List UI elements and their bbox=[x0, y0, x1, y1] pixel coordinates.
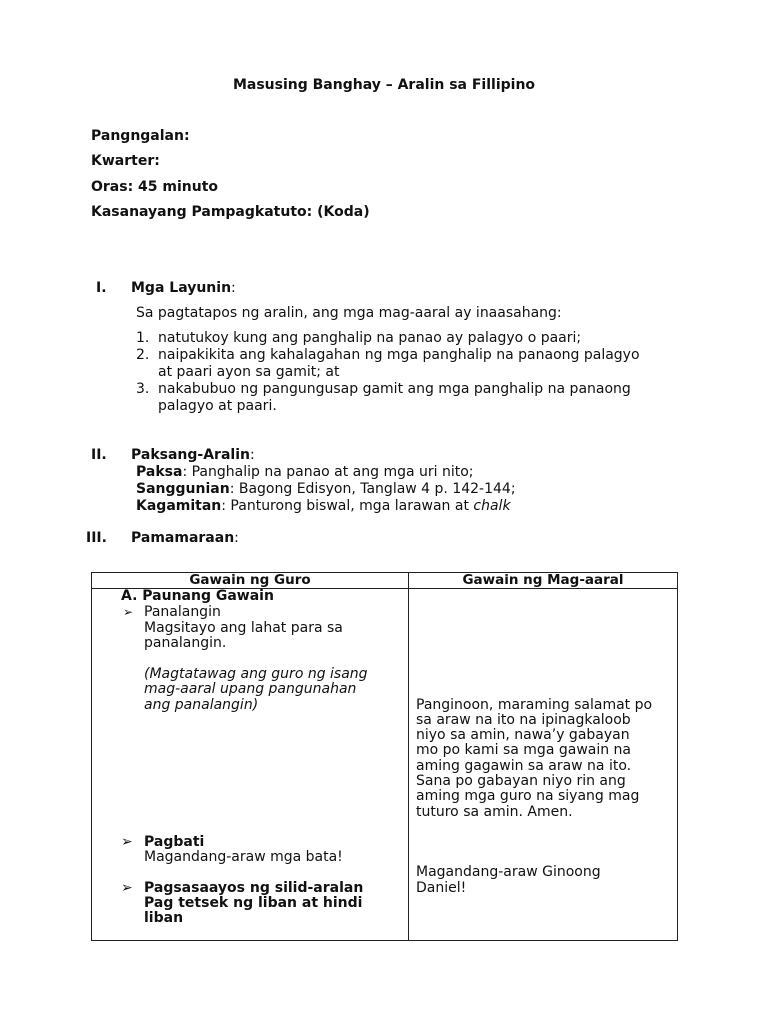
sanggunian-label: Sanggunian bbox=[136, 481, 230, 497]
oras-label: Oras: 45 minuto bbox=[91, 179, 219, 195]
objective-3-text-line2: palagyo at paari. bbox=[158, 398, 277, 414]
table-row bbox=[92, 589, 678, 941]
magsitayo-line2: panalangin. bbox=[144, 635, 227, 651]
kagamitan-row bbox=[136, 498, 511, 514]
kagamitan-label: Kagamitan bbox=[136, 498, 222, 514]
objective-1-text: natutukoy kung ang panghalip na panao ay palagyo o paari; bbox=[158, 330, 582, 346]
table-header-row bbox=[92, 573, 678, 589]
section-3-heading-text: Pamamaraan bbox=[131, 530, 235, 546]
greeting-line1: Magandang-araw Ginoong bbox=[416, 864, 601, 880]
sanggunian-value: : Bagong Edisyon, Tanglaw 4 p. 142-144; bbox=[229, 481, 516, 497]
pagsasaayos-heading: Pagsasaayos ng silid-aralan bbox=[144, 880, 364, 896]
objective-1-number: 1. bbox=[136, 330, 150, 346]
document-title: Masusing Banghay – Aralin sa Fillipino bbox=[232, 77, 536, 93]
section-2-heading-text: Paksang-Aralin bbox=[131, 447, 250, 463]
magaaral-cell-content bbox=[409, 589, 677, 940]
kagamitan-italic: chalk bbox=[473, 498, 511, 514]
prayer-line: tuturo sa amin. Amen. bbox=[416, 804, 573, 820]
greeting-line2: Daniel! bbox=[416, 880, 467, 896]
section-3-colon: : bbox=[234, 530, 239, 546]
magsitayo-line1: Magsitayo ang lahat para sa bbox=[144, 620, 343, 636]
arrow-bullet-icon: ➢ bbox=[121, 834, 133, 850]
prayer-line: Panginoon, maraming salamat po bbox=[416, 697, 653, 713]
objective-2-number: 2. bbox=[136, 347, 150, 363]
panalangin-item: Panalangin bbox=[144, 604, 221, 620]
objective-2-text-line1: naipakikita ang kahalagahan ng mga panghalip na panaong palagyo bbox=[158, 347, 640, 363]
note-line2: mag-aaral upang pangunahan bbox=[144, 681, 357, 697]
prayer-line: sa araw na ito na ipinagkaloob bbox=[416, 712, 631, 728]
prayer-line: mo po kami sa mga gawain na bbox=[416, 742, 632, 758]
pagbati-heading: Pagbati bbox=[144, 834, 205, 850]
header-gawain-guro: Gawain ng Guro bbox=[92, 573, 409, 589]
guro-cell bbox=[92, 589, 409, 941]
section-3-heading bbox=[131, 530, 239, 546]
section-3-number: III. bbox=[86, 530, 107, 546]
prayer-line: Sana po gabayan niyo rin ang bbox=[416, 773, 626, 789]
objective-3-number: 3. bbox=[136, 381, 150, 397]
section-1-heading bbox=[131, 280, 236, 296]
guro-cell-content bbox=[92, 589, 408, 940]
sanggunian-row bbox=[136, 481, 516, 497]
arrow-bullet-icon: ➢ bbox=[121, 880, 133, 896]
paksa-row bbox=[136, 464, 474, 480]
section-2-heading bbox=[131, 447, 255, 463]
objective-2-text-line2: at paari ayon sa gamit; at bbox=[158, 364, 340, 380]
note-line3: ang panalangin) bbox=[144, 697, 259, 713]
objectives-intro: Sa pagtatapos ng aralin, ang mga mag-aaral ay inaasahang: bbox=[136, 305, 562, 321]
kagamitan-value: : Panturong biswal, mga larawan at bbox=[221, 498, 474, 514]
paksa-label: Paksa bbox=[136, 464, 183, 480]
tetsek-line2: liban bbox=[144, 910, 184, 926]
pangngalan-label: Pangngalan: bbox=[91, 128, 190, 144]
prayer-line: aming gagawin sa araw na ito. bbox=[416, 758, 632, 774]
objective-3-text-line1: nakabubuo ng pangungusap gamit ang mga panghalip na panaong bbox=[158, 381, 631, 397]
paksa-value: : Panghalip na panao at ang mga uri nito; bbox=[182, 464, 474, 480]
pagbati-text: Magandang-araw mga bata! bbox=[144, 849, 343, 865]
arrow-bullet-icon: ➢ bbox=[123, 605, 134, 619]
paunang-gawain-heading: A. Paunang Gawain bbox=[121, 588, 274, 604]
tetsek-line1: Pag tetsek ng liban at hindi bbox=[144, 895, 363, 911]
section-2-number: II. bbox=[91, 447, 107, 463]
section-2-colon: : bbox=[249, 447, 255, 463]
prayer-line: niyo sa amin, nawa’y gabayan bbox=[416, 727, 630, 743]
section-1-colon: : bbox=[231, 280, 236, 296]
kwarter-label: Kwarter: bbox=[91, 153, 160, 169]
header-gawain-magaaral: Gawain ng Mag-aaral bbox=[409, 573, 678, 589]
kasanayan-label: Kasanayang Pampagkatuto: (Koda) bbox=[91, 204, 370, 220]
section-1-number: I. bbox=[96, 280, 107, 296]
note-line1: (Magtatawag ang guro ng isang bbox=[144, 666, 368, 682]
section-1-heading-text: Mga Layunin bbox=[131, 280, 232, 296]
prayer-line: aming mga guro na siyang mag bbox=[416, 788, 640, 804]
procedure-table bbox=[91, 572, 678, 941]
magaaral-cell bbox=[409, 589, 678, 941]
